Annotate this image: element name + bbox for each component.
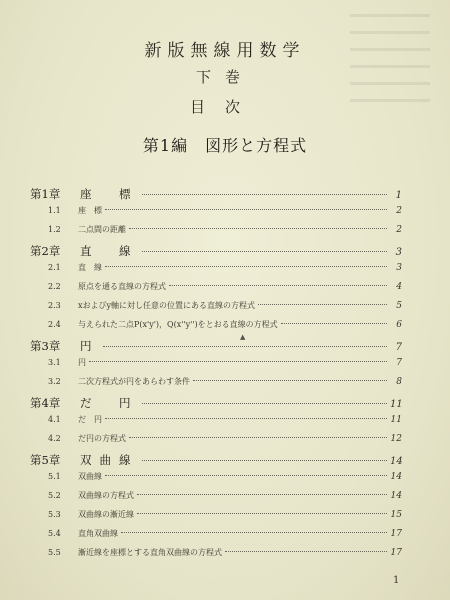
toc-entry-page: 1 <box>395 190 402 201</box>
toc-entry-title: 与えられた二点P(x'y')，Q(x''y'')をとおる直線の方程式 <box>78 320 278 329</box>
dot-leader <box>281 323 387 324</box>
toc-entry-page: 4 <box>396 282 402 292</box>
toc-entry-page: 2 <box>396 206 402 216</box>
toc-entry-title: だ円の方程式 <box>78 434 126 443</box>
dot-leader <box>142 251 388 252</box>
toc-entry-number: 2.2 <box>48 282 61 291</box>
toc-entry-number: 2.3 <box>48 301 61 310</box>
part-title: 第1編 図形と方程式 <box>142 136 308 155</box>
dot-leader <box>193 380 387 381</box>
toc-section-entry <box>30 471 402 482</box>
toc-chapter-entry <box>30 338 402 354</box>
dot-leader <box>169 285 387 286</box>
toc-entry-number: 1.2 <box>48 225 61 234</box>
toc-entry-page: 5 <box>396 301 402 311</box>
toc-heading: 目次 <box>189 98 260 116</box>
toc-entry-number: 第2章 <box>30 244 61 258</box>
dot-leader <box>137 513 387 514</box>
dot-leader <box>142 460 388 461</box>
toc-entry-number: 5.3 <box>48 510 61 519</box>
toc-entry-page: 7 <box>396 358 402 368</box>
toc-entry-title: だ 円 <box>78 415 102 424</box>
toc-section-entry <box>30 281 402 292</box>
toc-entry-title: 直 線 <box>78 263 102 272</box>
toc-section-entry <box>30 509 402 520</box>
toc-entry-number: 第1章 <box>30 187 61 201</box>
toc-section-entry <box>30 319 402 330</box>
dot-leader <box>105 209 387 210</box>
toc-section-entry <box>30 300 402 311</box>
toc-entry-page: 3 <box>395 247 402 258</box>
toc-entry-title: 双曲線の漸近線 <box>78 510 134 519</box>
toc-entry-title: 双曲線の方程式 <box>78 491 134 500</box>
dot-leader <box>103 346 388 347</box>
toc-entry-title: 二点間の距離 <box>78 225 126 234</box>
toc-entry-title: 座 標 <box>80 187 139 201</box>
toc-entry-title: 座 標 <box>78 206 102 215</box>
toc-entry-page: 11 <box>390 415 402 425</box>
dot-leader <box>225 551 387 552</box>
toc-entry-title: だ 円 <box>80 396 139 410</box>
toc-chapter-entry <box>30 395 402 411</box>
toc-entry-number: 5.4 <box>48 529 61 538</box>
toc-section-entry <box>30 547 402 558</box>
toc-entry-page: 6 <box>396 320 402 330</box>
dot-leader <box>105 418 387 419</box>
book-title: 新版無線用数学 <box>144 41 306 61</box>
dot-leader <box>142 194 388 195</box>
page-number: 1 <box>393 575 400 586</box>
toc-entry-title: 直角双曲線 <box>78 529 118 538</box>
dot-leader <box>142 403 388 404</box>
toc-entry-page: 7 <box>395 342 402 353</box>
toc-entry-title: 二次方程式が円をあらわす条件 <box>78 377 190 386</box>
dot-leader <box>105 475 387 476</box>
toc-chapter-entry <box>30 452 402 468</box>
toc-section-entry <box>30 414 402 425</box>
toc-entry-number: 5.2 <box>48 491 61 500</box>
volume-label: 下巻 <box>195 68 254 86</box>
toc-entry-number: 1.1 <box>48 206 61 215</box>
toc-entry-number: 4.2 <box>48 434 61 443</box>
toc-section-entry <box>30 490 402 501</box>
toc-section-entry <box>30 433 402 444</box>
toc-entry-title: 漸近線を座標とする直角双曲線の方程式 <box>78 548 222 557</box>
toc-entry-number: 第3章 <box>30 339 61 353</box>
dot-leader <box>89 361 387 362</box>
toc-entry-title: 原点を通る直線の方程式 <box>78 282 166 291</box>
toc-chapter-entry <box>30 243 402 259</box>
toc-entry-number: 第4章 <box>30 396 61 410</box>
toc-entry-page: 8 <box>396 377 402 387</box>
toc-section-entry <box>30 376 402 387</box>
toc-section-entry <box>30 205 402 216</box>
toc-entry-page: 15 <box>390 510 402 520</box>
toc-entry-number: 3.1 <box>48 358 61 367</box>
toc-entry-page: 12 <box>390 434 402 444</box>
toc-entry-number: 第5章 <box>30 453 61 467</box>
toc-entry-number: 4.1 <box>48 415 61 424</box>
toc-entry-page: 14 <box>390 472 402 482</box>
toc-section-entry <box>30 224 402 235</box>
dot-leader <box>129 437 387 438</box>
toc-entry-number: 5.5 <box>48 548 61 557</box>
dot-leader <box>105 266 387 267</box>
toc-section-entry <box>30 528 402 539</box>
toc-entry-title: 円 <box>80 339 100 353</box>
toc-entry-title: 双曲線 <box>80 453 139 467</box>
toc-entry-page: 2 <box>396 225 402 235</box>
toc-entry-page: 14 <box>390 456 403 467</box>
toc-section-entry <box>30 262 402 273</box>
toc-entry-page: 11 <box>390 399 403 410</box>
toc-entry-title: 双曲線 <box>78 472 102 481</box>
toc-entry-page: 17 <box>390 529 402 539</box>
dot-leader <box>258 304 387 305</box>
stray-mark: ▲ <box>240 333 246 341</box>
toc-entry-page: 17 <box>390 548 402 558</box>
dot-leader <box>129 228 387 229</box>
toc-entry-page: 3 <box>396 263 402 273</box>
toc-entry-number: 3.2 <box>48 377 61 386</box>
toc-entry-title: xおよびy軸に対し任意の位置にある直線の方程式 <box>78 301 256 310</box>
toc-entry-number: 5.1 <box>48 472 61 481</box>
toc-entry-title: 直 線 <box>80 244 139 258</box>
dot-leader <box>121 532 387 533</box>
dot-leader <box>137 494 387 495</box>
toc-entry-page: 14 <box>390 491 402 501</box>
toc-chapter-entry <box>30 186 402 202</box>
toc-entry-number: 2.1 <box>48 263 61 272</box>
toc-section-entry <box>30 357 402 368</box>
toc-entry-number: 2.4 <box>48 320 61 329</box>
toc-entry-title: 円 <box>78 358 86 367</box>
